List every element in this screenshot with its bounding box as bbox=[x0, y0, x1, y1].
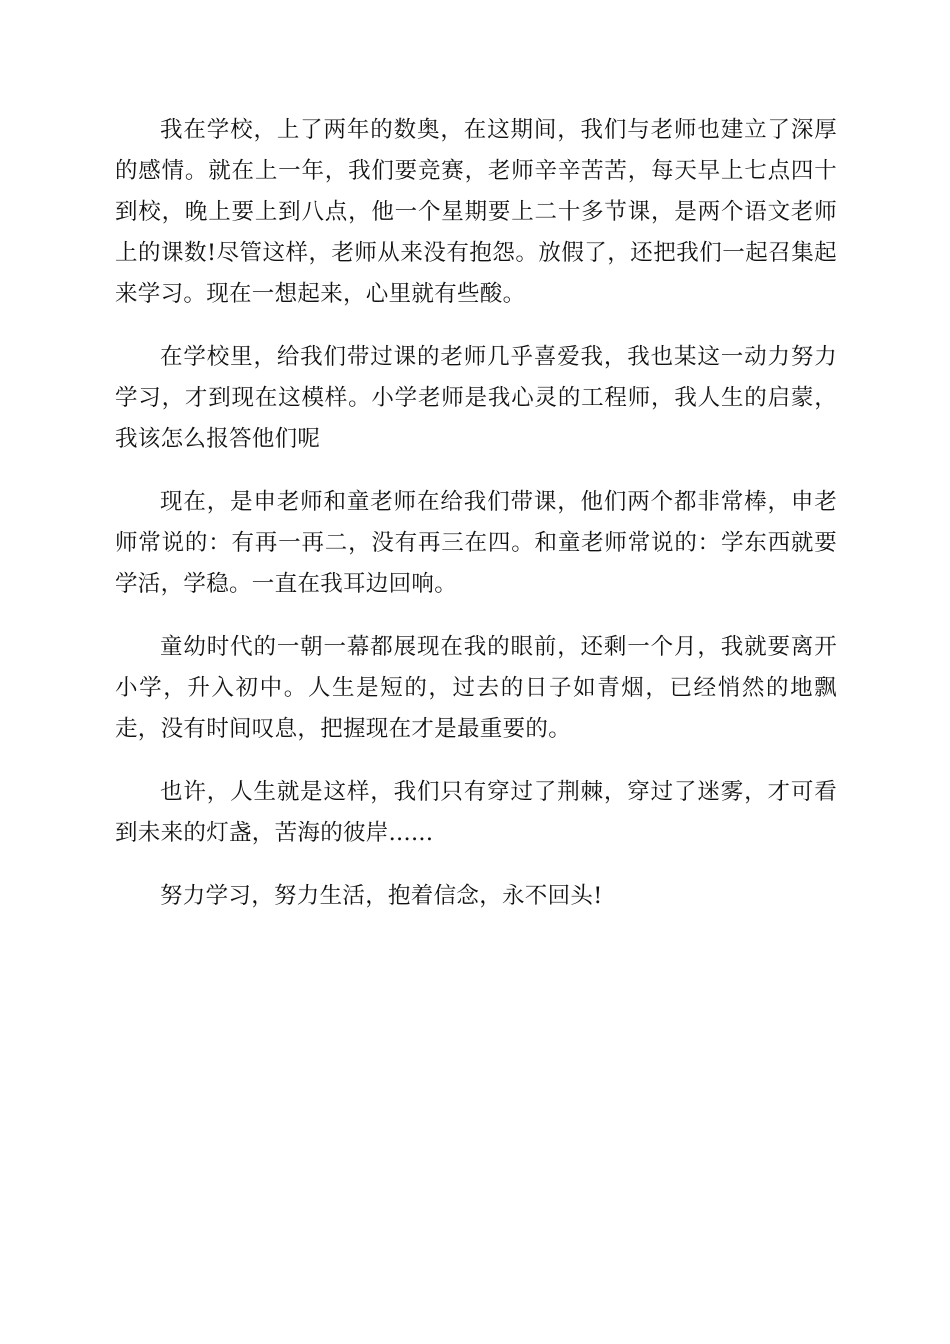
paragraph-5: 也许，人生就是这样，我们只有穿过了荆棘，穿过了迷雾，才可看到未来的灯盏，苦海的彼岸...... bbox=[115, 779, 837, 846]
document-body bbox=[115, 110, 837, 939]
paragraph-6: 努力学习，努力生活，抱着信念，永不回头! bbox=[160, 883, 603, 909]
paragraph-2: 在学校里，给我们带过课的老师几乎喜爱我，我也某这一动力努力学习，才到现在这模样。小学老师是我心灵的工程师，我人生的启蒙，我该怎么报答他们呢 bbox=[115, 344, 837, 452]
paragraph-1: 我在学校，上了两年的数奥，在这期间，我们与老师也建立了深厚的感情。就在上一年，我们要竞赛，老师辛辛苦苦，每天早上七点四十到校，晚上要上到八点，他一个星期要上二十多节课，是两个语文老师上的课数!尽管这样，老师从来没有抱怨。放假了，还把我们一起召集起来学习。现在一想起来，心里就有些酸。 bbox=[115, 117, 837, 307]
paragraph-4: 童幼时代的一朝一幕都展现在我的眼前，还剩一个月，我就要离开小学，升入初中。人生是短的，过去的日子如青烟，已经悄然的地飘走，没有时间叹息，把握现在才是最重要的。 bbox=[115, 634, 837, 742]
paragraph-3: 现在，是申老师和童老师在给我们带课，他们两个都非常棒，申老师常说的：有再一再二，没有再三在四。和童老师常说的：学东西就要学活，学稳。一直在我耳边回响。 bbox=[115, 489, 837, 597]
